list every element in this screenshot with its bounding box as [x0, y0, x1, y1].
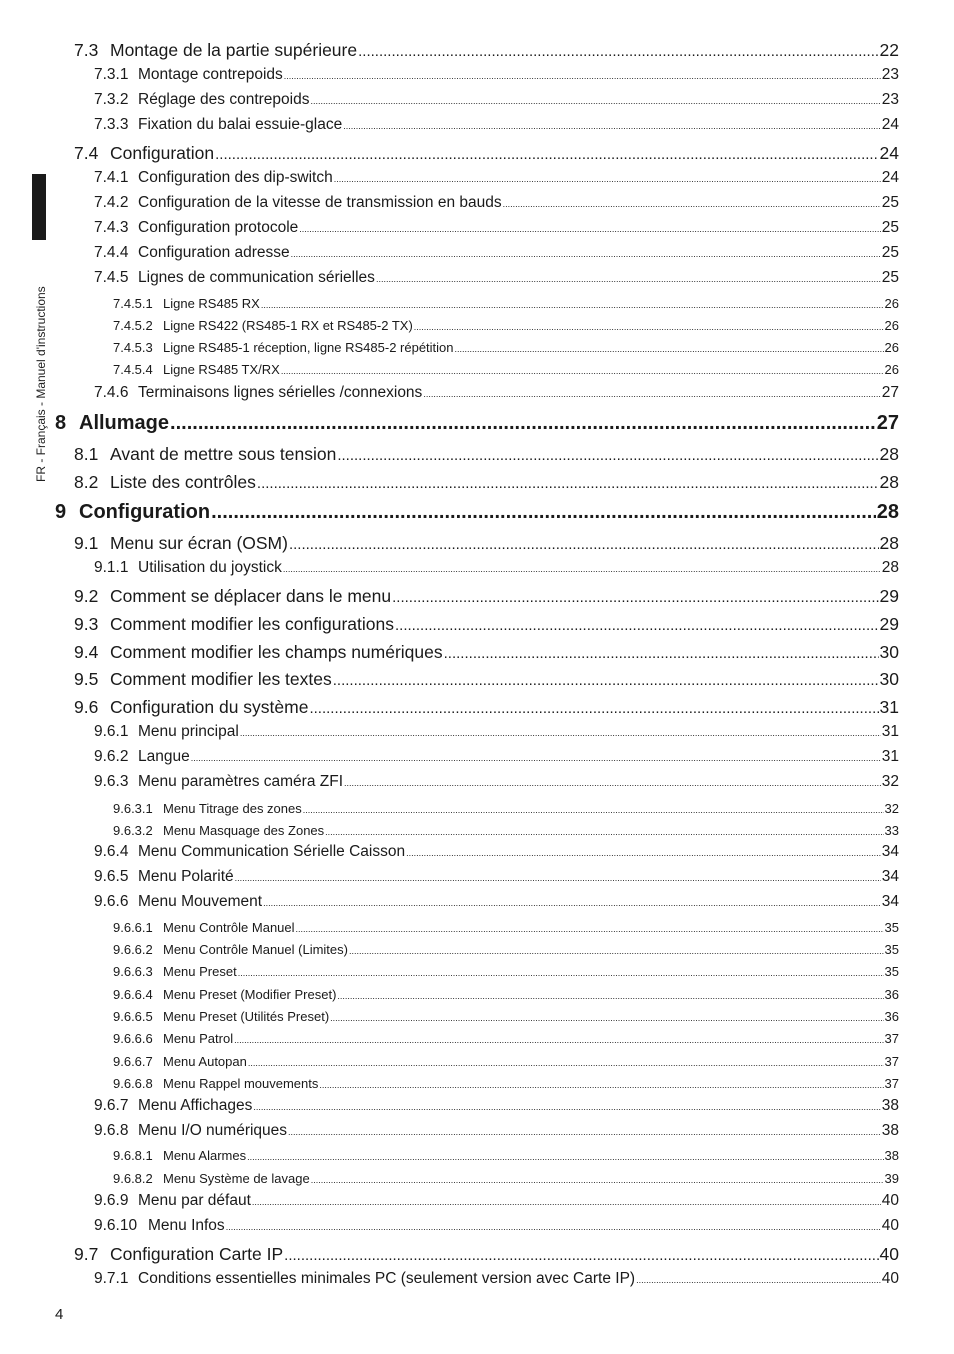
dot-leader	[636, 1275, 881, 1285]
toc-entry-page: 26	[884, 340, 899, 355]
toc-entry-title: Menu Contrôle Manuel (Limites)	[163, 942, 348, 957]
toc-entry[interactable]	[94, 868, 899, 886]
toc-entry[interactable]	[113, 987, 899, 1002]
dot-leader	[455, 344, 884, 354]
toc-entry[interactable]	[55, 412, 899, 435]
toc-entry-title: Lignes de communication sérielles	[138, 269, 375, 286]
toc-entry-title: Configuration des dip-switch	[138, 169, 333, 186]
toc-entry-title: Configuration adresse	[138, 244, 290, 261]
toc-entry[interactable]	[74, 642, 899, 663]
toc-entry-number: 7.3.1	[94, 66, 129, 83]
toc-entry-title: Langue	[138, 748, 190, 765]
toc-entry-number: 9.6.7	[94, 1097, 129, 1114]
toc-entry-page: 35	[884, 920, 899, 935]
toc-entry[interactable]	[94, 843, 899, 861]
toc-entry-number: 9.6.5	[94, 868, 129, 885]
toc-entry-number: 9.5	[74, 669, 99, 689]
toc-entry[interactable]	[113, 362, 899, 377]
dot-leader	[303, 805, 884, 815]
dot-leader	[281, 366, 884, 376]
toc-entry-number: 7.4.5.4	[113, 362, 153, 377]
toc-entry-page: 37	[884, 1031, 899, 1046]
toc-entry-title: Ligne RS485 RX	[163, 296, 260, 311]
toc-entry-number: 7.4.5	[94, 269, 129, 286]
toc-entry-page: 28	[879, 444, 899, 464]
toc-entry-title: Menu Preset	[163, 964, 237, 979]
toc-entry-number: 7.3.2	[94, 91, 129, 108]
toc-entry[interactable]	[74, 533, 899, 554]
toc-entry[interactable]	[113, 1148, 899, 1163]
toc-entry-page: 25	[881, 269, 899, 286]
dot-leader	[330, 1013, 883, 1023]
toc-entry-page: 23	[881, 91, 899, 108]
dot-leader	[310, 96, 880, 106]
toc-entry[interactable]	[113, 1076, 899, 1091]
dot-leader	[234, 1035, 883, 1045]
toc-entry-title: Configuration Carte IP	[110, 1244, 284, 1264]
toc-entry-title: Menu Polarité	[138, 868, 234, 885]
toc-entry-title: Comment modifier les configurations	[110, 614, 395, 634]
toc-entry-number: 7.4	[74, 143, 99, 163]
dot-leader	[406, 848, 881, 858]
toc-entry[interactable]	[94, 1217, 899, 1235]
dot-leader	[311, 1175, 884, 1185]
dot-leader	[257, 475, 879, 492]
toc-entry[interactable]	[74, 40, 899, 61]
dot-leader	[334, 174, 881, 184]
toc-entry-title: Réglage des contrepoids	[138, 91, 310, 108]
toc-entry-title: Configuration protocole	[138, 219, 299, 236]
toc-entry-page: 38	[881, 1097, 899, 1114]
dot-leader	[252, 1197, 881, 1207]
dot-leader	[170, 412, 876, 435]
toc-entry[interactable]	[94, 1270, 899, 1288]
dot-leader	[238, 968, 884, 978]
toc-entry-page: 34	[881, 868, 899, 885]
toc-entry[interactable]	[74, 1244, 899, 1265]
dot-leader	[337, 447, 878, 464]
dot-leader	[263, 898, 881, 908]
toc-entry[interactable]	[94, 893, 899, 911]
toc-entry-title: Ligne RS422 (RS485-1 RX et RS485-2 TX)	[163, 318, 413, 333]
toc-entry-page: 27	[881, 384, 899, 401]
toc-entry-title: Menu Alarmes	[163, 1148, 247, 1163]
toc-entry-page: 28	[881, 559, 899, 576]
toc-entry-title: Menu Contrôle Manuel	[163, 920, 295, 935]
toc-entry-page: 34	[881, 843, 899, 860]
dot-leader	[414, 322, 884, 332]
toc-entry-page: 29	[879, 586, 899, 606]
toc-entry-title: Menu Masquage des Zones	[163, 823, 325, 838]
toc-entry[interactable]	[113, 318, 899, 333]
dot-leader	[261, 300, 884, 310]
toc-entry[interactable]	[113, 1031, 899, 1046]
toc-entry-number: 8	[55, 412, 67, 434]
dot-leader	[235, 873, 881, 883]
page-number: 4	[55, 1306, 64, 1323]
toc-entry-number: 9.2	[74, 586, 99, 606]
toc-entry[interactable]	[74, 444, 899, 465]
toc-entry-title: Terminaisons lignes sérielles /connexions	[138, 384, 423, 401]
toc-entry-number: 9.6.10	[94, 1217, 138, 1234]
toc-entry[interactable]	[74, 614, 899, 635]
toc-entry[interactable]	[113, 964, 899, 979]
toc-entry-number: 7.3	[74, 40, 99, 60]
dot-leader	[376, 274, 881, 284]
dot-leader	[288, 1127, 881, 1137]
dot-leader	[289, 536, 879, 553]
toc-entry-page: 40	[881, 1192, 899, 1209]
toc-entry[interactable]	[94, 169, 899, 187]
toc-entry-title: Ligne RS485-1 réception, ligne RS485-2 répétition	[163, 340, 454, 355]
dot-leader	[248, 1058, 884, 1068]
toc-entry-page: 29	[879, 614, 899, 634]
toc-entry-number: 9.6.8	[94, 1122, 129, 1139]
toc-entry-number: 9.6.9	[94, 1192, 129, 1209]
toc-entry-number: 9.6.6.8	[113, 1076, 153, 1091]
toc-entry[interactable]	[113, 296, 899, 311]
toc-entry-title: Conditions essentielles minimales PC (seulement version avec Carte IP)	[138, 1270, 636, 1287]
toc-entry-page: 23	[881, 66, 899, 83]
toc-entry[interactable]	[94, 1192, 899, 1210]
toc-entry-page: 38	[884, 1148, 899, 1163]
toc-entry-title: Fixation du balai essuie-glace	[138, 116, 343, 133]
toc-entry-number: 7.4.5.3	[113, 340, 153, 355]
toc-entry-number: 9.6	[74, 697, 99, 717]
toc-entry[interactable]	[113, 1171, 899, 1186]
toc-entry[interactable]	[113, 942, 899, 957]
toc-entry-page: 34	[881, 893, 899, 910]
toc-entry-title: Comment se déplacer dans le menu	[110, 586, 392, 606]
toc-entry-title: Liste des contrôles	[110, 472, 256, 492]
toc-entry-number: 9.6.1	[94, 723, 129, 740]
toc-entry-number: 7.4.6	[94, 384, 129, 401]
toc-entry-number: 8.2	[74, 472, 99, 492]
toc-entry-number: 9.4	[74, 642, 99, 662]
toc-entry-number: 9.6.6.7	[113, 1054, 153, 1069]
toc-entry-number: 7.4.1	[94, 169, 129, 186]
toc-entry[interactable]	[55, 501, 899, 524]
toc-entry-page: 26	[884, 362, 899, 377]
toc-entry-number: 7.4.2	[94, 194, 129, 211]
toc-entry[interactable]	[74, 697, 899, 718]
toc-entry-number: 9.6.6.2	[113, 942, 153, 957]
toc-entry[interactable]	[94, 116, 899, 134]
dot-leader	[211, 501, 876, 524]
toc-entry-number: 9	[55, 501, 67, 523]
toc-entry-page: 30	[879, 669, 899, 689]
toc-entry-title: Menu Titrage des zones	[163, 801, 302, 816]
toc-entry-number: 9.1	[74, 533, 99, 553]
toc-entry-title: Menu Mouvement	[138, 893, 263, 910]
toc-entry-page: 31	[881, 723, 899, 740]
toc-entry[interactable]	[94, 773, 899, 791]
toc-entry-page: 31	[879, 697, 899, 717]
toc-entry[interactable]	[74, 143, 899, 164]
toc-entry-number: 8.1	[74, 444, 99, 464]
toc-entry-number: 9.6.8.2	[113, 1171, 153, 1186]
toc-entry-page: 24	[881, 116, 899, 133]
dot-leader	[247, 1152, 883, 1162]
toc-entry-number: 9.3	[74, 614, 99, 634]
dot-leader	[215, 146, 878, 163]
toc-entry-page: 27	[876, 412, 899, 434]
toc-entry[interactable]	[74, 586, 899, 607]
toc-entry-title: Configuration de la vitesse de transmission en bauds	[138, 194, 502, 211]
toc-entry[interactable]	[94, 384, 899, 402]
toc-entry-number: 9.6.6.4	[113, 987, 153, 1002]
toc-entry[interactable]	[94, 244, 899, 262]
toc-entry-number: 7.4.3	[94, 219, 129, 236]
toc-entry-title: Menu principal	[138, 723, 239, 740]
toc-entry-page: 26	[884, 318, 899, 333]
toc-entry-number: 9.6.6.1	[113, 920, 153, 935]
toc-entry-title: Menu Preset (Utilités Preset)	[163, 1009, 330, 1024]
toc-entry-number: 9.6.3	[94, 773, 129, 790]
toc-entry-title: Menu paramètres caméra ZFI	[138, 773, 344, 790]
dot-leader	[226, 1222, 881, 1232]
toc-entry-page: 38	[881, 1122, 899, 1139]
toc-entry-number: 9.6.6	[94, 893, 129, 910]
dot-leader	[344, 778, 881, 788]
toc-entry-title: Menu Rappel mouvements	[163, 1076, 319, 1091]
toc-entry-number: 9.6.2	[94, 748, 129, 765]
toc-entry-number: 9.1.1	[94, 559, 129, 576]
dot-leader	[284, 71, 881, 81]
toc-entry[interactable]	[94, 194, 899, 212]
toc-entry-number: 9.7.1	[94, 1270, 129, 1287]
toc-entry-page: 28	[879, 472, 899, 492]
toc-entry-page: 35	[884, 964, 899, 979]
toc-entry-page: 31	[881, 748, 899, 765]
toc-entry-number: 7.4.4	[94, 244, 129, 261]
toc-entry-page: 39	[884, 1171, 899, 1186]
toc-entry-page: 24	[879, 143, 899, 163]
dot-leader	[503, 199, 881, 209]
dot-leader	[240, 728, 881, 738]
toc-entry-title: Menu I/O numériques	[138, 1122, 288, 1139]
toc-entry-page: 36	[884, 987, 899, 1002]
toc-entry[interactable]	[94, 748, 899, 766]
dot-leader	[358, 43, 878, 60]
dot-leader	[284, 1247, 878, 1264]
toc-entry-title: Avant de mettre sous tension	[110, 444, 337, 464]
toc-entry[interactable]	[113, 1009, 899, 1024]
dot-leader	[191, 753, 881, 763]
toc-entry-page: 36	[884, 1009, 899, 1024]
dot-leader	[291, 249, 881, 259]
toc-entry-title: Comment modifier les textes	[110, 669, 332, 689]
toc-entry-page: 40	[881, 1270, 899, 1287]
toc-entry-page: 40	[879, 1244, 899, 1264]
toc-entry-number: 9.7	[74, 1244, 99, 1264]
dot-leader	[349, 946, 884, 956]
toc-entry-page: 35	[884, 942, 899, 957]
side-tab-marker	[32, 174, 46, 240]
toc-entry-title: Ligne RS485 TX/RX	[163, 362, 280, 377]
toc-entry[interactable]	[94, 723, 899, 741]
toc-entry-title: Menu Système de lavage	[163, 1171, 310, 1186]
toc-entry-number: 7.4.5.2	[113, 318, 153, 333]
toc-entry[interactable]	[94, 269, 899, 287]
toc-entry[interactable]	[113, 340, 899, 355]
toc-entry-title: Menu Affichages	[138, 1097, 253, 1114]
toc-entry-page: 32	[881, 773, 899, 790]
toc-entry[interactable]	[74, 669, 899, 690]
dot-leader	[253, 1102, 880, 1112]
toc-entry-page: 32	[884, 801, 899, 816]
toc-entry-title: Montage contrepoids	[138, 66, 283, 83]
toc-entry[interactable]	[113, 801, 899, 816]
toc-entry-title: Montage de la partie supérieure	[110, 40, 358, 60]
toc-entry-page: 37	[884, 1076, 899, 1091]
dot-leader	[392, 589, 878, 606]
toc-entry-page: 33	[884, 823, 899, 838]
toc-entry-title: Menu sur écran (OSM)	[110, 533, 288, 553]
toc-entry[interactable]	[113, 1054, 899, 1069]
dot-leader	[296, 924, 884, 934]
toc-entry-page: 28	[879, 533, 899, 553]
toc-entry-title: Menu par défaut	[138, 1192, 251, 1209]
toc-entry-title: Configuration du système	[110, 697, 309, 717]
toc-entry[interactable]	[94, 91, 899, 109]
dot-leader	[444, 645, 879, 662]
toc-entry-page: 22	[879, 40, 899, 60]
toc-entry-page: 28	[876, 501, 899, 523]
toc-entry-number: 9.6.3.1	[113, 801, 153, 816]
toc-entry-number: 9.6.4	[94, 843, 129, 860]
toc-entry-number: 7.3.3	[94, 116, 129, 133]
toc-entry-page: 40	[881, 1217, 899, 1234]
toc-entry-title: Utilisation du joystick	[138, 559, 282, 576]
toc-entry-page: 24	[881, 169, 899, 186]
toc-entry-title: Menu Autopan	[163, 1054, 247, 1069]
toc-entry-number: 9.6.8.1	[113, 1148, 153, 1163]
dot-leader	[423, 389, 880, 399]
toc-entry[interactable]	[94, 1122, 899, 1140]
side-label: FR - Français - Manuel d'instructions	[34, 286, 48, 482]
toc-entry-number: 9.6.3.2	[113, 823, 153, 838]
toc-entry-title: Configuration	[110, 143, 215, 163]
dot-leader	[299, 224, 880, 234]
toc-entry[interactable]	[94, 1097, 899, 1115]
toc-entry-title: Menu Preset (Modifier Preset)	[163, 987, 337, 1002]
dot-leader	[283, 564, 881, 574]
dot-leader	[343, 121, 881, 131]
toc-entry[interactable]	[94, 219, 899, 237]
dot-leader	[319, 1080, 883, 1090]
toc-entry[interactable]	[94, 66, 899, 84]
toc-entry-page: 26	[884, 296, 899, 311]
toc-entry-number: 9.6.6.3	[113, 964, 153, 979]
toc-entry-title: Menu Patrol	[163, 1031, 234, 1046]
toc-entry-number: 7.4.5.1	[113, 296, 153, 311]
toc-entry-title: Menu Communication Sérielle Caisson	[138, 843, 406, 860]
toc-entry-title: Allumage	[79, 412, 170, 434]
toc-entry-title: Comment modifier les champs numériques	[110, 642, 443, 662]
toc-entry-page: 25	[881, 244, 899, 261]
toc-entry[interactable]	[113, 823, 899, 838]
dot-leader	[325, 827, 883, 837]
dot-leader	[309, 700, 878, 717]
toc-entry-page: 25	[881, 194, 899, 211]
toc-entry-title: Configuration	[79, 501, 211, 523]
dot-leader	[333, 672, 879, 689]
toc-entry-number: 9.6.6.5	[113, 1009, 153, 1024]
toc-entry-title: Menu Infos	[148, 1217, 225, 1234]
toc-entry-page: 30	[879, 642, 899, 662]
toc-entry[interactable]	[113, 920, 899, 935]
toc-entry[interactable]	[74, 472, 899, 493]
toc-entry-number: 9.6.6.6	[113, 1031, 153, 1046]
toc-entry[interactable]	[94, 559, 899, 577]
dot-leader	[337, 991, 883, 1001]
dot-leader	[395, 617, 879, 634]
toc-entry-page: 25	[881, 219, 899, 236]
toc-entry-page: 37	[884, 1054, 899, 1069]
